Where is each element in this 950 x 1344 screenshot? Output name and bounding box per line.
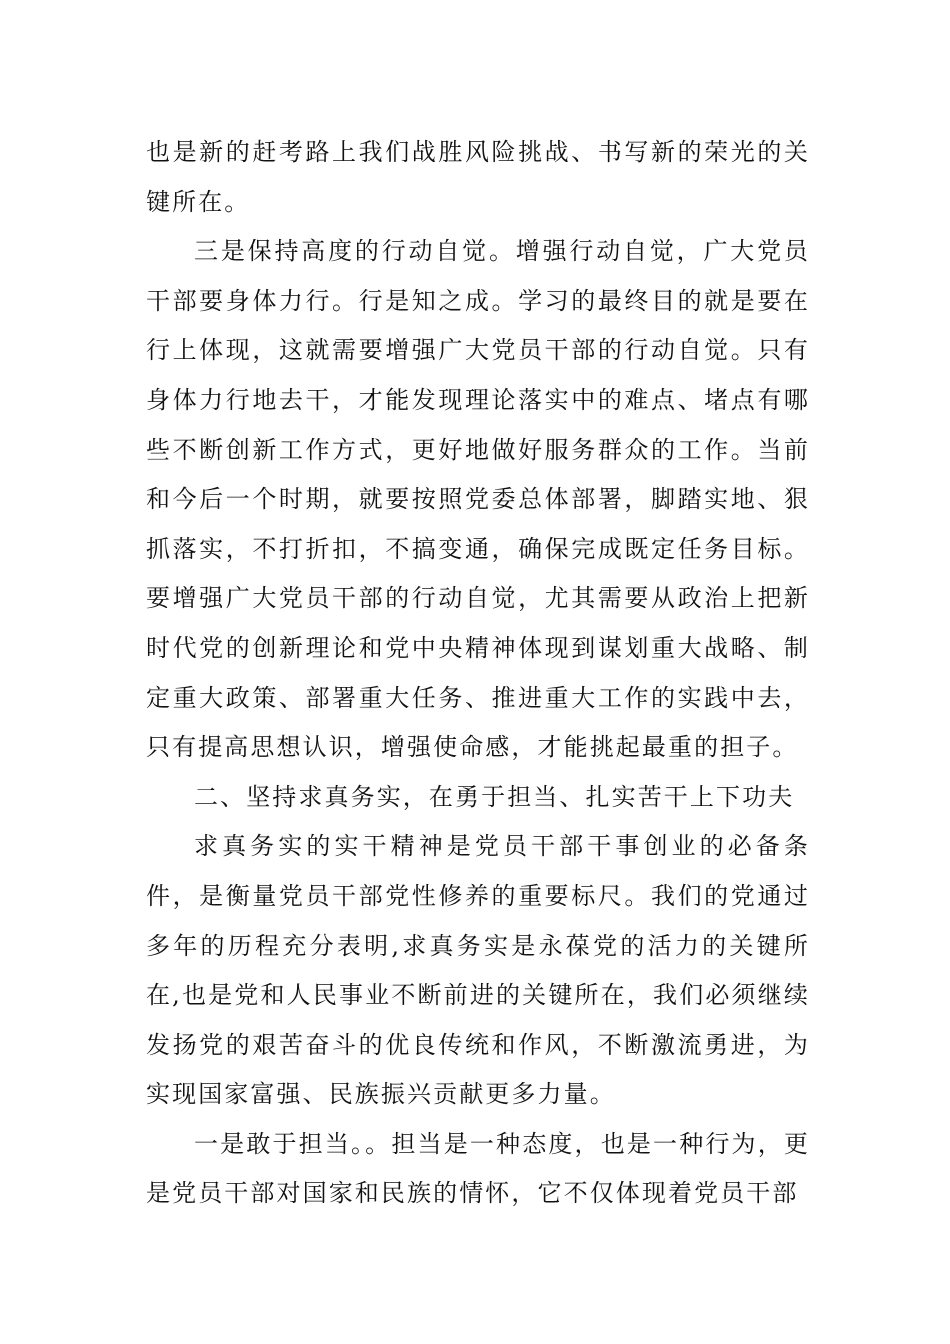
- paragraph-seek-truth: 求真务实的实干精神是党员干部干事创业的必备条件，是衡量党员干部党性修养的重要标尺。我们的党通过多年的历程充分表明,求真务实是永葆党的活力的关键所在,也是党和人民事业不断前进的关键所在，我们必须继续发扬党的艰苦奋斗的优良传统和作风，不断激流勇进，为实现国家富强、民族振兴贡献更多力量。: [146, 832, 810, 1109]
- document-body: [146, 128, 810, 1219]
- paragraph-continuation: 也是新的赶考路上我们战胜风险挑战、书写新的荣光的关键所在。: [146, 138, 810, 216]
- paragraph-dare-to-take-responsibility: 一是敢于担当。。担当是一种态度，也是一种行为，更是党员干部对国家和民族的情怀，它不仅体现着党员干部: [146, 1129, 810, 1208]
- section-heading-seek-truth: 二、坚持求真务实，在勇于担当、扎实苦干上下功夫: [194, 782, 795, 811]
- paragraph-action-awareness: 三是保持高度的行动自觉。增强行动自觉，广大党员干部要身体力行。行是知之成。学习的最终目的就是要在行上体现，这就需要增强广大党员干部的行动自觉。只有身体力行地去干，才能发现理论落实中的难点、堵点有哪些不断创新工作方式，更好地做好服务群众的工作。当前和今后一个时期，就要按照党委总体部署，脚踏实地、狠抓落实，不打折扣，不搞变通，确保完成既定任务目标。要增强广大党员干部的行动自觉，尤其需要从政治上把新时代党的创新理论和党中央精神体现到谋划重大战略、制定重大政策、部署重大任务、推进重大工作的实践中去，只有提高思想认识，增强使命感，才能挑起最重的担子。: [146, 237, 810, 762]
